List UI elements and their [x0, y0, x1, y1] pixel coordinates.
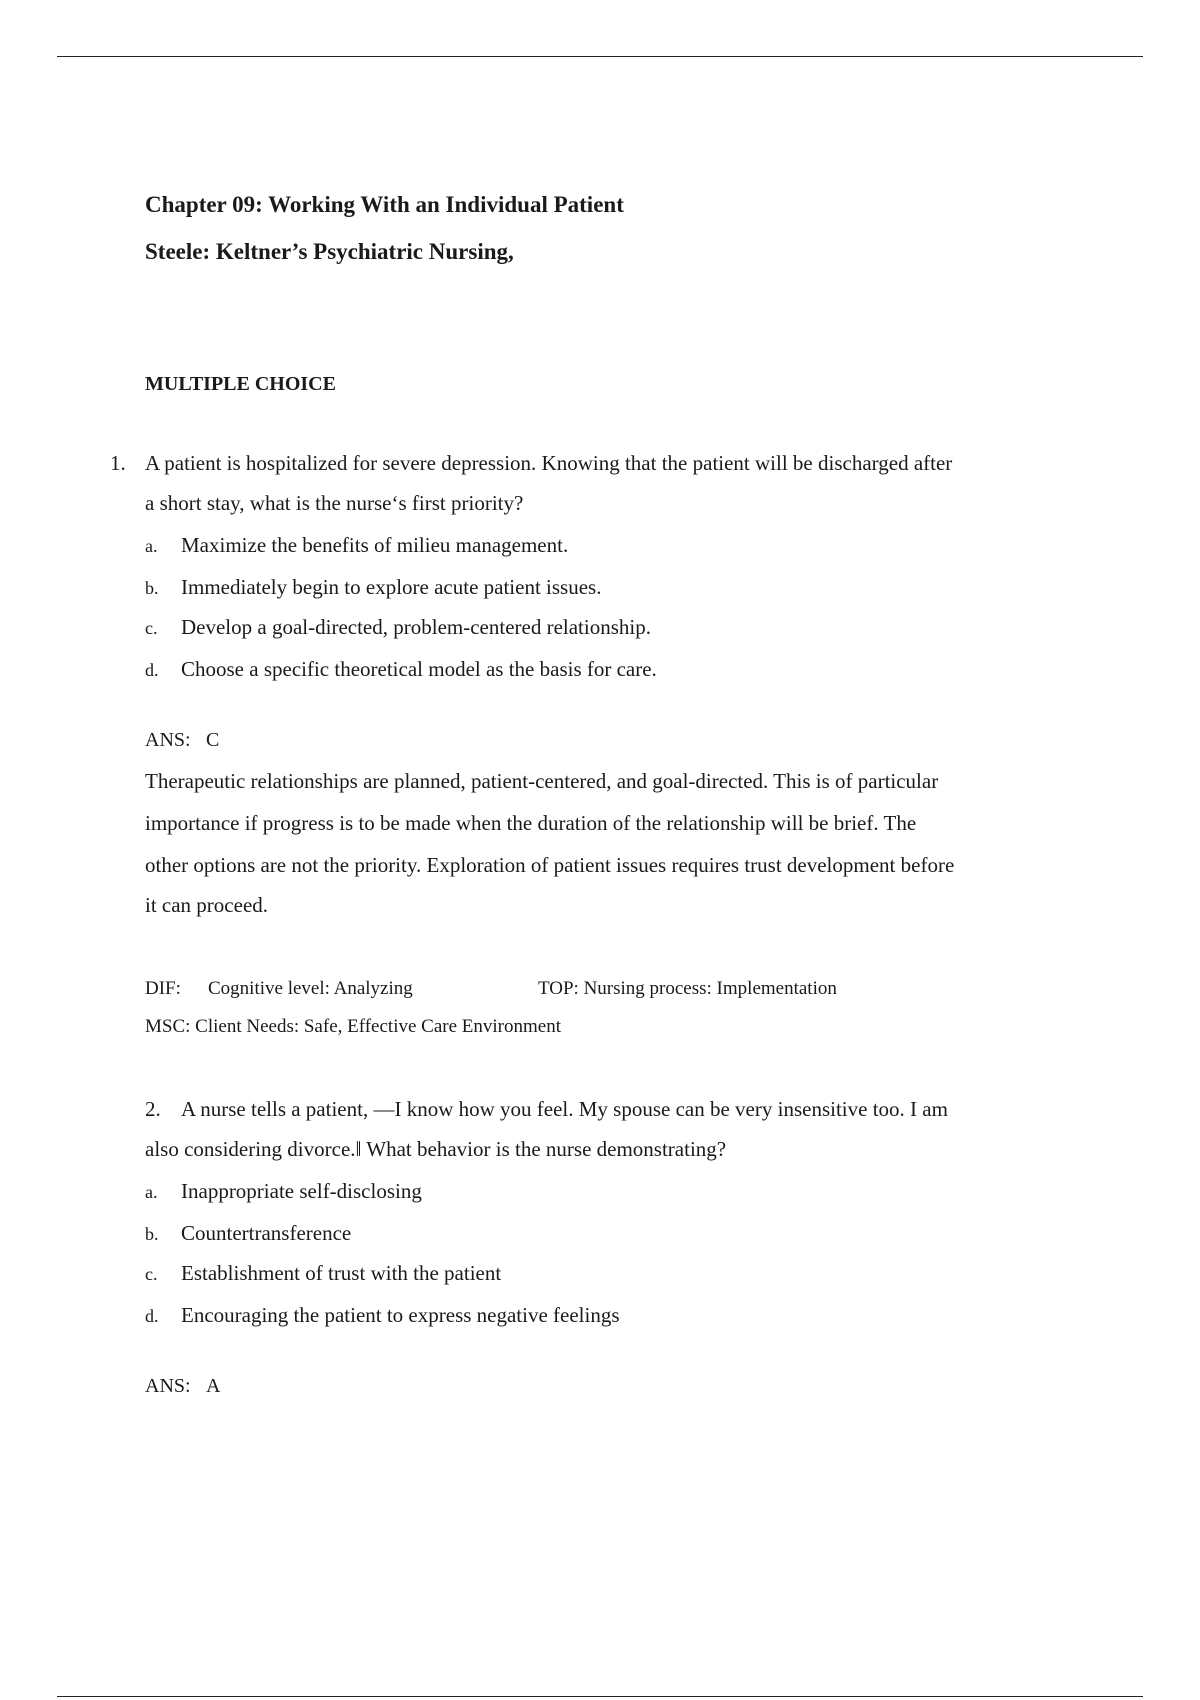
question-1-option-c-letter: c.: [145, 618, 158, 638]
question-2-option-b-letter: b.: [145, 1224, 159, 1244]
question-2-option-d-text: Encouraging the patient to express negative feelings: [181, 1303, 620, 1327]
question-1-answer: C: [206, 729, 220, 751]
question-2-stem-line-2: also considering divorce.‖ What behavior is the nurse demonstrating?: [145, 1137, 727, 1161]
question-1-option-a-letter: a.: [145, 536, 158, 556]
question-1-option-b-text: Immediately begin to explore acute patient issues.: [181, 575, 602, 599]
question-1-rationale-line-3: other options are not the priority. Exploration of patient issues requires trust development before: [145, 853, 955, 877]
question-2-option-b-text: Countertransference: [181, 1221, 352, 1245]
question-2-answer-label: ANS:: [145, 1375, 191, 1397]
question-1-number: 1.: [110, 451, 126, 475]
question-1-rationale-line-1: Therapeutic relationships are planned, patient-centered, and goal-directed. This is of particular: [145, 769, 939, 793]
bottom-rule: [57, 1696, 1143, 1697]
question-2-option-c-text: Establishment of trust with the patient: [181, 1261, 502, 1285]
question-1-option-b-letter: b.: [145, 578, 159, 598]
top-rule: [57, 56, 1143, 57]
question-1-topic: TOP: Nursing process: Implementation: [538, 978, 837, 999]
question-1-rationale-line-2: importance if progress is to be made when the duration of the relationship will be brief. The: [145, 811, 917, 835]
question-2-number: 2.: [145, 1097, 161, 1121]
section-heading: MULTIPLE CHOICE: [145, 373, 336, 395]
question-1-option-d-letter: d.: [145, 660, 159, 680]
question-2-option-d-letter: d.: [145, 1306, 159, 1326]
question-1-answer-label: ANS:: [145, 729, 191, 751]
question-1-msc: MSC: Client Needs: Safe, Effective Care Environment: [145, 1016, 561, 1037]
question-1-stem-line-2: a short stay, what is the nurse‘s first priority?: [145, 491, 524, 515]
question-2-option-a-text: Inappropriate self-disclosing: [181, 1179, 422, 1203]
question-1-rationale-line-4: it can proceed.: [145, 893, 269, 917]
question-2-stem-line-1: A nurse tells a patient, ―I know how you feel. My spouse can be very insensitive too. I am: [181, 1097, 948, 1121]
question-1-option-d-text: Choose a specific theoretical model as the basis for care.: [181, 657, 657, 681]
question-1-option-a-text: Maximize the benefits of milieu management.: [181, 533, 569, 557]
question-2-option-a-letter: a.: [145, 1182, 158, 1202]
question-1-stem-line-1: A patient is hospitalized for severe depression. Knowing that the patient will be discharged after: [145, 451, 953, 475]
question-2-answer: A: [206, 1375, 221, 1397]
question-1-dif-value: Cognitive level: Analyzing: [208, 978, 413, 999]
book-title: Steele: Keltner’s Psychiatric Nursing,: [145, 239, 514, 264]
chapter-title: Chapter 09: Working With an Individual Patient: [145, 192, 624, 217]
question-2-option-c-letter: c.: [145, 1264, 158, 1284]
question-1-option-c-text: Develop a goal-directed, problem-centered relationship.: [181, 615, 651, 639]
question-1-dif-label: DIF:: [145, 978, 181, 999]
